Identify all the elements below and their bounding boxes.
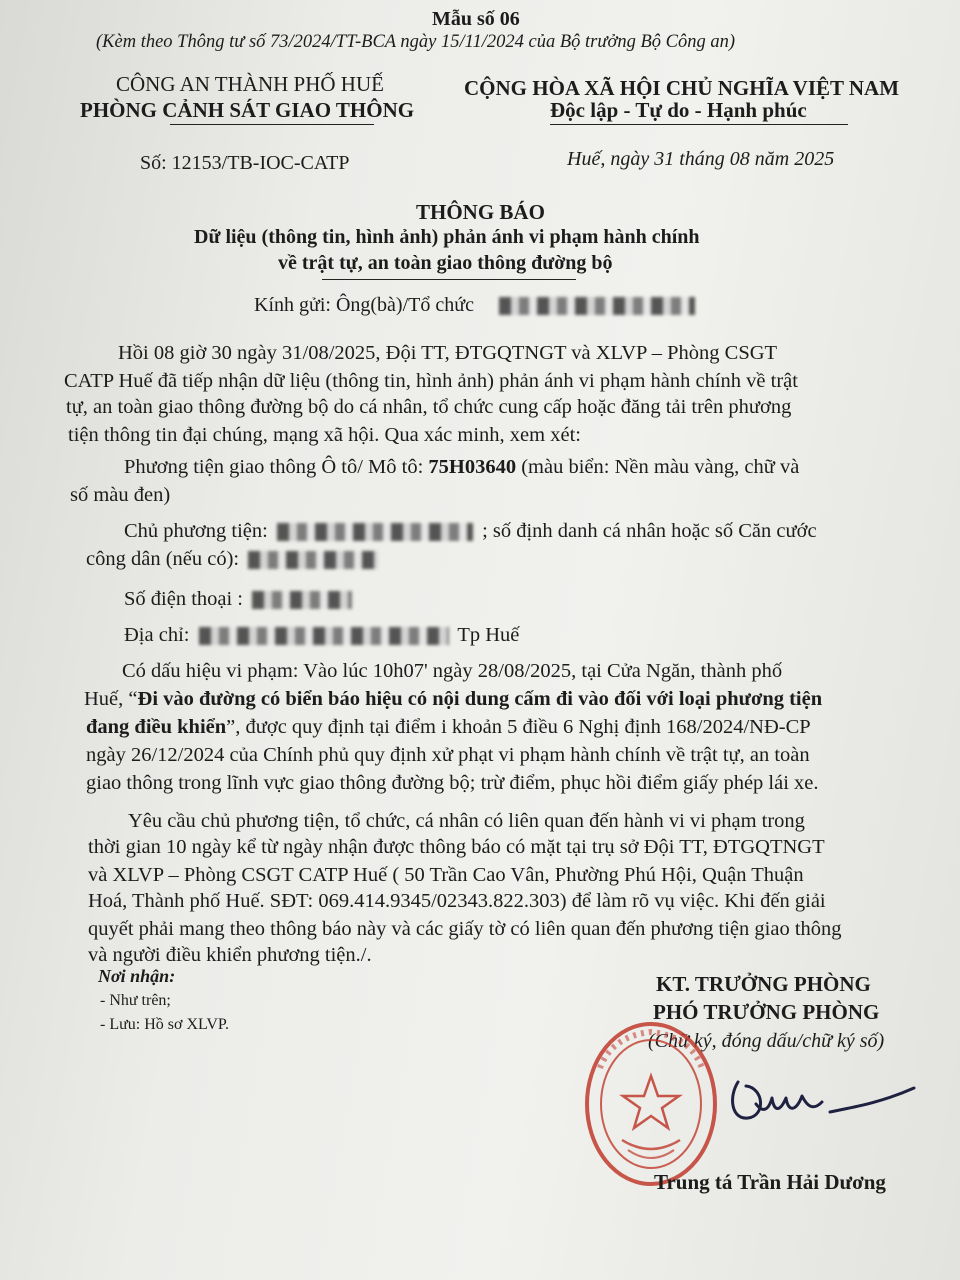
address-redacted: [199, 627, 449, 645]
recipient-line: [254, 294, 699, 317]
recipients-item2: - Lưu: Hồ sơ XLVP.: [100, 1016, 229, 1033]
intro-line1: Hồi 08 giờ 30 ngày 31/08/2025, Đội TT, ĐTGQTNGT và XLVP – Phòng CSGT: [118, 342, 778, 364]
intro-line3: tự, an toàn giao thông đường bộ do cá nhân, tổ chức cung cấp hoặc đăng tải trên phương: [66, 396, 792, 418]
request-line6: và người điều khiển phương tiện./.: [88, 944, 372, 966]
phone-label: Số điện thoại :: [124, 588, 244, 610]
phone-redacted: [252, 591, 352, 609]
violation-prefix: Huế, “: [84, 688, 138, 710]
vehicle-color-note2: số màu đen): [70, 484, 171, 506]
nation-line2: Độc lập - Tự do - Hạnh phúc: [550, 98, 807, 122]
violation-line5: giao thông trong lĩnh vực giao thông đường bộ; trừ điểm, phục hồi điểm giấy phép lái xe.: [86, 772, 819, 794]
nation-line1: CỘNG HÒA XÃ HỘI CHỦ NGHĨA VIỆT NAM: [464, 76, 900, 100]
phone-line: [124, 588, 356, 611]
request-line3: và XLVP – Phòng CSGT CATP Huế ( 50 Trần Cao Vân, Phường Phú Hội, Quận Thuận: [88, 864, 804, 886]
address-city: Tp Huế: [457, 624, 520, 646]
agency-line1: CÔNG AN THÀNH PHỐ HUẾ: [116, 72, 384, 96]
sign-title2: PHÓ TRƯỞNG PHÒNG: [653, 1000, 880, 1024]
address-label: Địa chỉ:: [124, 624, 190, 646]
recipients-item1: - Như trên;: [100, 992, 171, 1009]
intro-line2: CATP Huế đã tiếp nhận dữ liệu (thông tin, hình ảnh) phản ánh vi phạm hành chính về trật: [64, 370, 798, 392]
recipients-label: Nơi nhận:: [98, 966, 176, 986]
vehicle-line: [124, 456, 799, 479]
request-line2: thời gian 10 ngày kể từ ngày nhận được thông báo có mặt tại trụ sở Đội TT, ĐTGQTNGT: [88, 836, 825, 858]
owner-id-redacted: [248, 551, 378, 569]
title-main: THÔNG BÁO: [416, 200, 545, 224]
violation-line4: ngày 26/12/2024 của Chính phủ quy định xử phạt vi phạm hành chính về trật tự, an toàn: [86, 744, 810, 766]
address-line: [124, 624, 519, 647]
nation-underline: [550, 124, 848, 125]
request-line1: Yêu cầu chủ phương tiện, tổ chức, cá nhân có liên quan đến hành vi vi phạm trong: [128, 810, 805, 832]
violation-bold-1: Đi vào đường có biển báo hiệu có nội dung cấm đi vào đối với loại phương tiện: [137, 688, 823, 710]
title-sub2: về trật tự, an toàn giao thông đường bộ: [278, 252, 613, 274]
form-number: Mẫu số 06: [432, 8, 520, 30]
agency-underline: [170, 124, 374, 125]
sign-note: (Chữ ký, đóng dấu/chữ ký số): [648, 1030, 885, 1052]
request-line5: quyết phải mang theo thông báo này và các giấy tờ có liên quan đến phương tiện giao thông: [88, 918, 842, 940]
sign-title1: KT. TRƯỞNG PHÒNG: [656, 972, 871, 996]
request-line4: Hoá, Thành phố Huế. SĐT: 069.414.9345/02343.822.303) để làm rõ vụ việc. Khi đến giải: [88, 890, 826, 912]
owner-line: [124, 520, 817, 543]
agency-line2: PHÒNG CẢNH SÁT GIAO THÔNG: [80, 98, 415, 122]
owner-label: Chủ phương tiện:: [124, 520, 268, 542]
owner-redacted: [277, 523, 473, 541]
vehicle-plate: 75H03640: [428, 456, 517, 478]
title-underline: [322, 279, 576, 280]
owner-id-label2: công dân (nếu có):: [86, 548, 240, 570]
signer-name: Trung tá Trần Hải Dương: [654, 1170, 886, 1194]
vehicle-color-note: (màu biển: Nền màu vàng, chữ và: [521, 456, 800, 478]
violation-line2: [84, 688, 822, 711]
date-line: Huế, ngày 31 tháng 08 năm 2025: [567, 148, 835, 170]
recipient-label: Kính gửi: Ông(bà)/Tổ chức: [254, 294, 474, 316]
document-number: Số: 12153/TB-IOC-CATP: [140, 152, 350, 174]
intro-line4: tiện thông tin đại chúng, mạng xã hội. Qua xác minh, xem xét:: [68, 424, 581, 446]
violation-regulation: ”, được quy định tại điểm i khoản 5 điều 6 Nghị định 168/2024/NĐ-CP: [226, 716, 811, 738]
recipient-redacted: [499, 297, 695, 315]
vehicle-label: Phương tiện giao thông Ô tô/ Mô tô:: [124, 456, 424, 478]
handwritten-signature: [718, 1068, 918, 1144]
attachment-note: (Kèm theo Thông tư số 73/2024/TT-BCA ngày 15/11/2024 của Bộ trưởng Bộ Công an): [96, 32, 735, 52]
owner-id-label: ; số định danh cá nhân hoặc số Căn cước: [482, 520, 817, 542]
owner-id-line: [86, 548, 382, 571]
violation-bold-2: đang điều khiển: [86, 716, 227, 738]
official-stamp: [582, 1018, 720, 1190]
title-sub1: Dữ liệu (thông tin, hình ảnh) phản ánh vi phạm hành chính: [194, 226, 700, 248]
violation-line3: [86, 716, 811, 739]
violation-line1: Có dấu hiệu vi phạm: Vào lúc 10h07' ngày 28/08/2025, tại Cửa Ngăn, thành phố: [122, 660, 783, 682]
